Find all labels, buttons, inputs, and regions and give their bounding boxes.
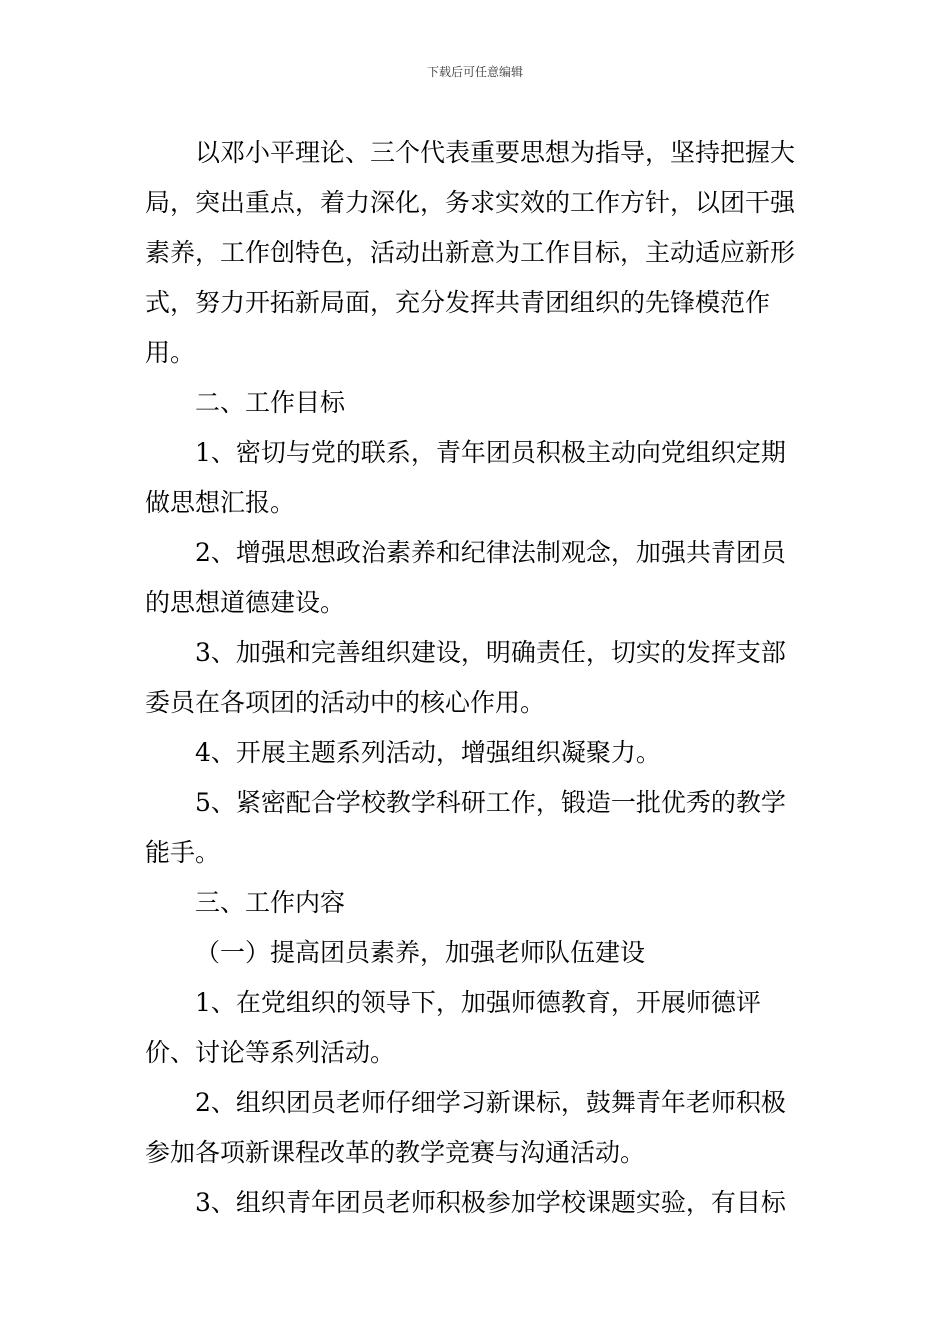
paragraph-goal-4: 4、开展主题系列活动，增强组织凝聚力。 — [195, 738, 661, 767]
paragraph-goal-1: 1、密切与党的联系，青年团员积极主动向党组织定期做思想汇报。 — [145, 438, 786, 517]
paragraph-goal-2: 2、增强思想政治素养和纪律法制观念，加强共青团员的思想道德建设。 — [145, 538, 786, 617]
paragraph-guiding-principle: 以邓小平理论、三个代表重要思想为指导，坚持把握大局，突出重点，着力深化，务求实效的工作方针，以团干强素养，工作创特色，活动出新意为工作目标，主动适应新形式，努力开拓新局面，充分发挥共青团组织的先锋模范作用。 — [145, 138, 796, 367]
paragraph-goal-5: 5、紧密配合学校教学科研工作，锻造一批优秀的教学能手。 — [145, 788, 786, 867]
paragraph-content-1: 1、在党组织的领导下，加强师德教育，开展师德评价、讨论等系列活动。 — [145, 988, 761, 1067]
document-body — [145, 128, 810, 1228]
paragraph-content-2: 2、组织团员老师仔细学习新课标，鼓舞青年老师积极参加各项新课程改革的教学竞赛与沟通活动。 — [145, 1088, 786, 1167]
paragraph-content-3: 3、组织青年团员老师积极参加学校课题实验，有目标 — [195, 1188, 786, 1217]
paragraph-goal-3: 3、加强和完善组织建设，明确责任，切实的发挥支部委员在各项团的活动中的核心作用。 — [145, 638, 786, 717]
section-heading-work-content: 三、工作内容 — [195, 888, 346, 917]
section-heading-work-goals: 二、工作目标 — [195, 388, 346, 417]
header-note: 下载后可任意编辑 — [426, 65, 523, 79]
subsection-heading-1: （一）提高团员素养，加强老师队伍建设 — [195, 938, 646, 967]
